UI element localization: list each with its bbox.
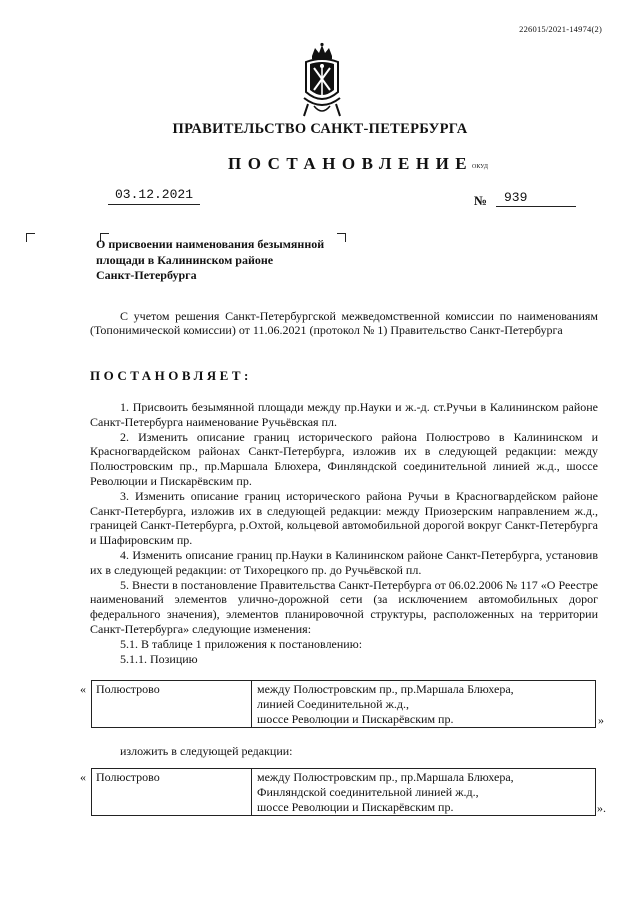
document-type: ПОСТАНОВЛЕНИЕ (228, 154, 474, 173)
document-registration-number: 226015/2021-14974(2) (519, 24, 602, 34)
resolution-items (90, 400, 598, 666)
table-new-open-quote: « (80, 770, 86, 784)
table-new-name: Полюстрово (92, 769, 252, 815)
document-number: 939 (496, 190, 576, 207)
table-new-line: шоссе Революции и Пискарёвским пр. (257, 799, 454, 814)
table-old (91, 680, 596, 728)
organization-name: ПРАВИТЕЛЬСТВО САНКТ-ПЕТЕРБУРГА (172, 121, 468, 137)
okud-label: ОКУД (472, 164, 488, 170)
resolves-heading: ПОСТАНОВЛЯЕТ: (90, 368, 252, 383)
spb-coat-of-arms-icon (300, 42, 344, 120)
item-1: 1. Присвоить безымянной площади между пр.Науки и ж.-д. ст.Ручьи в Калининском районе Санкт-Петербурга наименование Ручьёвская пл. (90, 400, 598, 429)
replace-text: изложить в следующей редакции: (120, 744, 293, 758)
document-date: 03.12.2021 (108, 186, 200, 205)
table-old-open-quote: « (80, 682, 86, 696)
preamble (90, 309, 598, 338)
title-line-3: Санкт-Петербурга (96, 268, 197, 282)
table-new-line: Финляндской соединительной линией ж.д., (257, 784, 479, 799)
table-old-name: Полюстрово (92, 681, 252, 727)
table-new-description (252, 769, 595, 815)
table-old-line: шоссе Революции и Пискарёвским пр. (257, 711, 454, 726)
table-old-line: линией Соединительной ж.д., (257, 696, 409, 711)
item-5-1-1: 5.1.1. Позицию (120, 651, 198, 666)
title-line-1: О присвоении наименования безымянной (96, 237, 325, 251)
table-new-line: между Полюстровским пр., пр.Маршала Блюхера, (257, 770, 514, 784)
number-label: № (474, 193, 488, 208)
title-line-2: площади в Калининском районе (96, 252, 274, 267)
item-4: 4. Изменить описание границ пр.Науки в Калининском районе Санкт-Петербурга, установив их в следующей редакции: от Тихорецкого пр. до Ручьёвской пл. (90, 547, 598, 577)
preamble-text: С учетом решения Санкт-Петербургской межведомственной комиссии по наименованиям (Топонимической комиссии) от 11.06.2021 (протокол № 1) Правительство Санкт-Петербурга (90, 309, 598, 338)
document-title (96, 237, 356, 284)
corner-mark-left (26, 233, 35, 242)
item-2: 2. Изменить описание границ исторического района Полюстрово в Калининском и Красногвардейском районах Санкт-Петербурга, изложив их в следующей редакции: между Полюстровским пр., пр.Маршала Блюхера, Финляндской соединительной линией ж.д., шоссе Революции и Пискарёвским пр. (90, 429, 598, 488)
table-new-close-quote: ». (597, 801, 606, 815)
table-old-close-quote: » (598, 713, 604, 727)
item-5-1: 5.1. В таблице 1 приложения к постановлению: (120, 636, 363, 651)
table-new (91, 768, 596, 816)
item-3: 3. Изменить описание границ исторического района Ручьи в Красногвардейском районе Санкт-Петербурга, изложив их в следующей редакции: между Приозерским направлением ж.д., границей Санкт-Петербурга, р.Охтой, кольцевой автомобильной дорогой вокруг Санкт-Петербурга и Шафировским пр. (90, 488, 598, 548)
table-old-line: между Полюстровским пр., пр.Маршала Блюхера, (257, 682, 514, 696)
table-old-description (252, 681, 595, 727)
item-5: 5. Внести в постановление Правительства Санкт-Петербурга от 06.02.2006 № 117 «О Реестре наименований элементов улично-дорожной сети (за исключением автомобильных дорог федерального значения), элементов планировочной структуры, расположенных на территории Санкт-Петербурга» следующие изменения: (90, 577, 598, 636)
